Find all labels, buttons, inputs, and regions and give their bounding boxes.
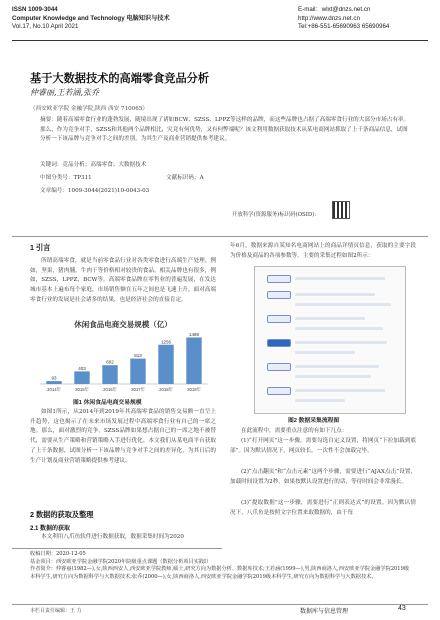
chart-bar xyxy=(46,381,61,384)
journal-header-left xyxy=(12,6,170,32)
flow-node xyxy=(267,387,291,395)
section-divider xyxy=(12,236,428,237)
section-2-1-heading: 2.1 数据的获取 xyxy=(30,526,71,532)
intro-paragraph-2: 如图1所示，从2014年到2019年其高端零食品的销售交易额一直呈上升趋势，这也揭示了在未来市场发展过程中高端零食行业有自己的一席之地。那么，面对激烈的竞争，SZSS品牌如果想占据自己的一席之地不被替代，需要从生产策略和营销策略入手进行优化。本文我们从某电商平台获取了上千条数据，试图分析一下该品牌与竞争对手之间的差异化，为其日后的生产计划及商业营销策略提供参考建议。 xyxy=(30,409,216,464)
chart-bar xyxy=(130,359,145,384)
header-rule xyxy=(12,40,428,41)
flow-node xyxy=(267,291,291,299)
figure-2-caption: 图2 数据采集流程图 xyxy=(288,418,340,424)
volume-info: Vol.17, No.10 April 2021 xyxy=(12,23,79,31)
flow-node xyxy=(267,275,291,283)
paper-keywords: 关键词：竞品分析；高端零食；大数据技术 xyxy=(40,162,147,168)
journal-name-cn: 电脑知识与技术 xyxy=(126,14,170,22)
page-footer-rule xyxy=(12,604,428,605)
figure-1-caption: 图1 休闲食品电商交易规模 xyxy=(73,400,142,406)
section-1-heading: 1 引言 xyxy=(30,243,51,252)
right-paragraph-1: 年6月，数据来源自某知名电商网站上的商品详情页信息，获取的主要字段为价格及商品的各项参数等。主要的采集过程如图2所示： xyxy=(230,243,416,259)
footnote-rule xyxy=(12,548,222,549)
column-editor: 本栏目责任编辑：王 力 xyxy=(30,608,82,614)
chart-category-label: 2014年 xyxy=(47,387,61,392)
chart-bar xyxy=(158,345,173,384)
chart-data-label: 1489 xyxy=(188,331,200,337)
journal-name-en: Computer Knowledge and Technology xyxy=(12,14,125,22)
osid-label: 开放科学(资源服务)标识码(OSID)： xyxy=(232,212,320,218)
chart-data-label: 93 xyxy=(51,375,57,381)
figure-2-flowchart xyxy=(254,266,406,414)
journal-url: http://www.dnzs.net.cn xyxy=(298,14,360,22)
figure-1 xyxy=(30,318,216,394)
document-code: 文献标识码：A xyxy=(166,175,204,181)
column-name: 数据库与信息管理 xyxy=(300,609,349,615)
section-2-heading: 2 数据的获取及整理 xyxy=(30,510,94,519)
chart-data-label: 1256 xyxy=(160,339,172,345)
chart-category-label: 2017年 xyxy=(131,387,145,392)
chart-bar xyxy=(102,365,117,384)
journal-header-right xyxy=(298,6,426,32)
right-paragraph-3: (1)“打开网页”这一步骤，需要勾选自定义设置，将网页“下拉加载到底部”。因为默认情况下，网页较长，一次性不会加载完毕。 xyxy=(230,438,416,454)
chart-title: 休闲食品电商交易规模（亿） xyxy=(74,320,172,329)
right-paragraph-2: 在此流程中，需要重点注意的有如下几点： xyxy=(241,428,348,434)
fund-project: 基金项目：西安欧亚学院金融学院2020年院级重点课题（数据分析项目实践Ⅰ） xyxy=(30,558,212,565)
chart-category-label: 2018年 xyxy=(159,387,173,392)
intro-paragraph-1: 所谓高端零食，就是当前零食品行业对各类零食进行高端生产处理。例如，坚果，猪肉脯，牛肉干等价格相对较贵的食品。相关品牌也有很多，例如，SZSS，LPPZ，BCW等。高端零食品牌在零售业的普遍发展，在发达城市基本上遍布每个家庭，市场销售额在五年之间也是飞速上升。面对高端零食行业的发展是社会诸多的结果，也是经济社会的直接肯定。 xyxy=(30,258,216,303)
paper-title: 基于大数据技术的高端零食竞品分析 xyxy=(30,73,210,85)
chart-category-label: 2019年 xyxy=(187,387,201,392)
footnote xyxy=(30,551,410,581)
chart-data-label: 403 xyxy=(78,365,86,371)
right-paragraph-5: (3)“提取数据”这一步骤，需要进行“正则表达式”的设置。因为默认情况下，八爪鱼是按照文字位置来取数据的，由于每 xyxy=(230,500,416,516)
bar-chart xyxy=(30,318,216,394)
clc-number: 中图分类号：TP311 xyxy=(40,175,92,181)
chart-category-label: 2015年 xyxy=(75,387,89,392)
flow-node xyxy=(267,363,291,371)
section-2-1-paragraph: 本文利用八爪鱼软件进行数据获取，数据采集时间为2020 xyxy=(41,534,184,540)
flow-node-active xyxy=(267,339,291,347)
journal-tel: Tel:+86-551-65690963 65690964 xyxy=(298,23,390,31)
chart-data-label: 813 xyxy=(134,353,142,359)
chart-bar xyxy=(74,371,89,384)
article-number: 文章编号：1009-3044(2021)10-0043-03 xyxy=(40,188,150,194)
received-date: 收稿日期：2020-12-05 xyxy=(30,551,86,557)
journal-email: E-mail：wlxt@dnzs.net.cn xyxy=(298,6,371,13)
chart-bar xyxy=(186,337,201,384)
author-bio: 作者简介：仲睿丽(1982—),女,陕西西安人,西安欧亚学院教师,硕士,研究方向为数据分析、数据库技术;王若涵(1999—),男,陕西商洛人,西安欧亚学院金融学院2019级本科学生,研究方向为数据科学与大数据技术;张乔(2000—),女,陕西商洛人,西安欧亚学院金融学院2019级本科学生,研究方向为数据科学与大数据技术。 xyxy=(30,566,410,580)
issn: ISSN 1009-3044 xyxy=(12,6,58,13)
chart-data-label: 602 xyxy=(106,359,114,365)
paper-authors: 仲睿丽,王若涵,张乔 xyxy=(30,88,100,97)
page-number: 43 xyxy=(398,605,406,612)
flow-node xyxy=(267,315,291,323)
chart-category-label: 2016年 xyxy=(103,387,117,392)
right-paragraph-4: (2)“点击翻页”和“点击元素”这两个步骤，需要进行“AJAX点击”设置，加载时间设置为2秒。如果按默认设置进行的话，等待时间会非常漫长。 xyxy=(230,469,416,485)
paper-affiliation: （西安欧亚学院 金融学院,陕西 西安 710065） xyxy=(30,106,148,112)
osid-qr-code xyxy=(332,201,350,219)
paper-abstract: 摘要：随着高端零食行业的蓬勃发展，随境出现了诸如BCW、SZSS、LPPZ等这样的品牌，而这些品牌也占据了高端零食行业的大部分市场占有率。那么，作为竞争对手，SZSS和其他两个品牌相比，究竟有何优势，又有何弊端呢？该文利用数据获取技术从某电商网站抓取了上千条商品信息，试图分析一下该品牌与竞争对手之间的差别，为其生产及商业营销提供参考建议。 xyxy=(40,117,410,143)
